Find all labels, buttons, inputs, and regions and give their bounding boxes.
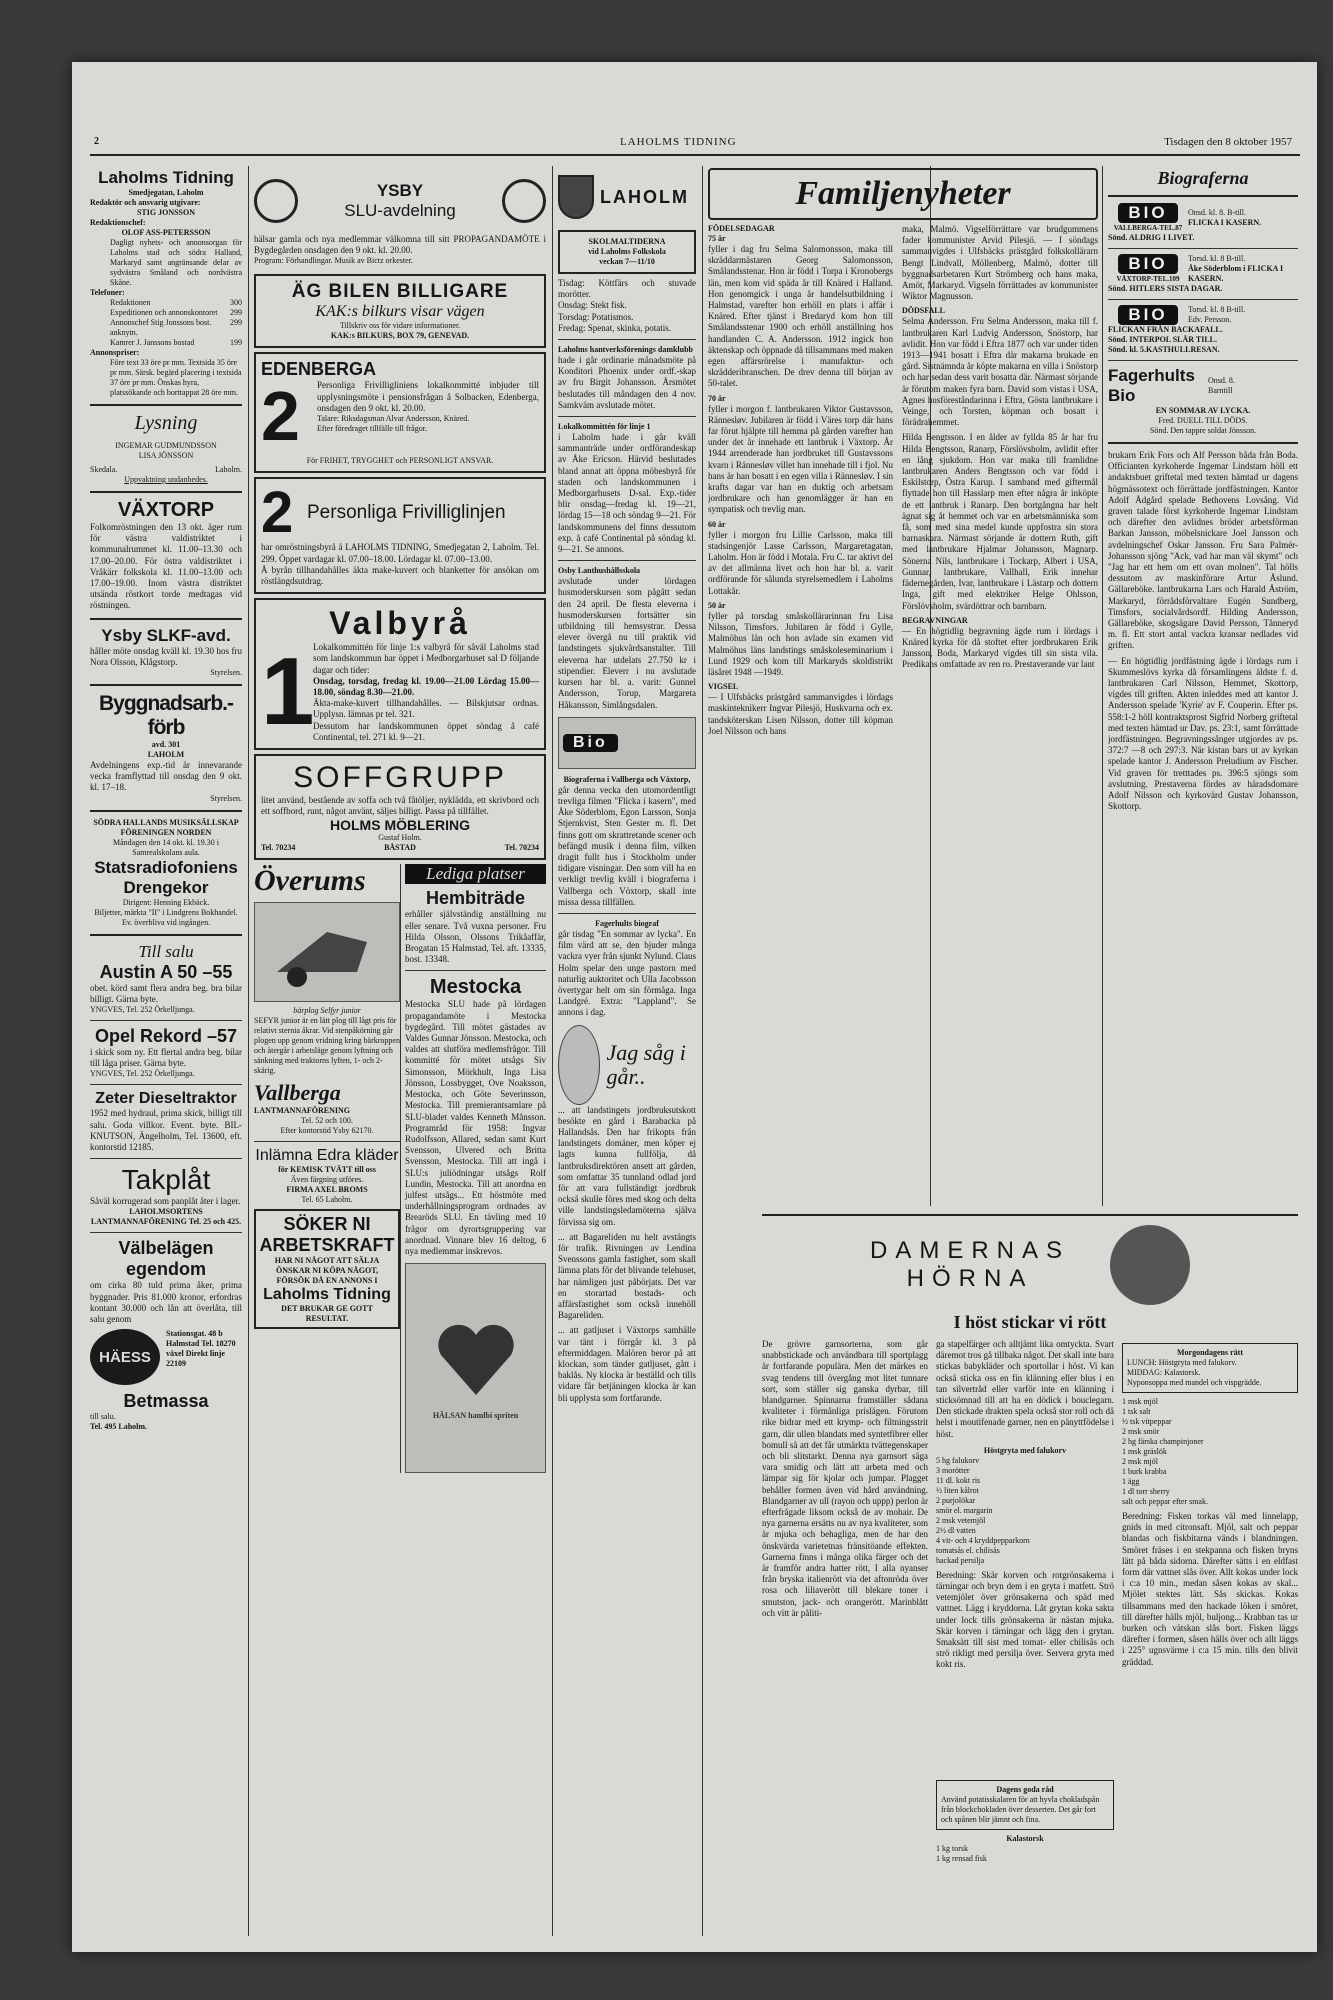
sodra-text: Måndagen den 14 okt. kl. 19.30 i Samrealskolans aula. <box>113 837 219 857</box>
betmassa-sign: Tel. 495 Laholm. <box>90 1422 148 1432</box>
lediga-title: Lediga platser <box>405 864 546 884</box>
lysning-footer: Uppvaktning undanbedes. <box>124 475 208 484</box>
lysning-title: Lysning <box>134 412 198 434</box>
betmassa-text: till salu. <box>90 1412 116 1422</box>
bio-line: Onsd. 8. <box>1208 376 1235 385</box>
column-rule <box>248 166 249 1936</box>
edenberga-after: Efter föredraget tillfälle till frågor. <box>317 424 427 434</box>
opel-title: Opel Rekord –57 <box>94 1026 238 1047</box>
bio-illustration <box>558 717 696 769</box>
jag-sag-title: Jag såg i går.. <box>606 1039 686 1089</box>
slu-emblem-icon <box>254 179 298 223</box>
tillsalu-title: Till salu <box>138 941 194 961</box>
mestocka-text: Mestocka SLU hade på lördagen propagandamöte i Mestocka bygdegård. Till mötet gästades av Valdes Gunnar Jönsson. Mestocka, och valdes att slutföra medlemsfrågor. Till kommitté för mötet utsågs Siv Simonsson, Mörkhult, Inga Lisa Jönsson, Lossbygget, Ove Noaksson, Mestocka, och Göte Severinsson, Mestocka. Till premierantsamlare på SLU-bladet valdes Kenneth Månsson. Programråd för 1958: Ingvar Rudolfsson, Allared, sedan samt Kurt Svensson, Ulvered och Britta Svensson, Mestocka. Till att ingå i SLU:s juliödningar utsågs Rolf Lundin, Mestocka. Till att anordna en julfest utsågs... Ett höstmöte med underhållningsprogram ordnades av Brearöds SLU. En tävling med 10 frågor om dyrortsgruppering var anordnad. Vinnare blev 16 deltog, 6 nya medlemmar inskrevos. <box>405 999 546 1256</box>
paper-name: LAHOLMS TIDNING <box>620 136 737 148</box>
stats-dir: Dirigent: Henning Ekbäck. <box>122 897 210 907</box>
soffgrupp-owner: Gustaf Holm. <box>378 833 422 843</box>
bio-line: Sönd. kl. 5.KASTHULLRESAN. <box>1108 345 1220 354</box>
recipe-ingredient: 2 msk smör <box>1122 1427 1160 1436</box>
fager-text: går tisdag "En sommar av lycka". En film värd att se, den bjuder många vackra vyer från sjunkt Nylund. Claus Holm spelar den unge pastorn med naturlig auktoritet och Ulla Jacobsson övertygar helt om sin förmåga. Inga Landgré. Extra: "Lappland". Se annons i dag. <box>558 928 696 1018</box>
bio-line: Onsd. kl. 8. B-till. <box>1188 208 1247 217</box>
hilda-text: Hilda Bengtsson. I en ålder av fyllda 85 år har fru Hilda Bengtsson, Ranarp, Förslövsholm, avlidit efter en lång sjukdom. Hon var maka till framlidne lantbrukaren Anders Bengtsson och var född i Eskilstorp, Östra Karup. I samband med giftermål flyttade hon till Hasslarp men efter några år inköpte de ett lantbruk i Ranarp. Den bortgångna har helt ägnat sig åt hemmet och var en arbetsmänniska som få, som med sina medel kunde uppfostra sin stora barnaskara. Närmast sörjande är dottern Ruth, gift med lantbrukare Hjalmar Johansson, Magnarp. Sönerna Nils, lantbrukare i Tockarp, Albert i USA, Gunnar, lantbrukare, Vallhall, Erik innehar fädernegården, Ivar, lantbrukare i Lästarp och dottern Inga, gift med elektriker Helge Ohlsson, Förslövsholm, svärdöttrar och barnbarn. <box>902 432 1098 611</box>
soffgrupp-title: SOFFGRUPP <box>293 761 507 795</box>
plow-icon <box>267 912 387 992</box>
takplat-sign: LAHOLMSORTENS LANTMANNAFÖRENING Tel. 25 och 425. <box>90 1207 242 1227</box>
f50-title: 50 år <box>708 600 726 610</box>
hembitrade-text: erhåller självständig anställning nu eller senare. Två vuxna personer. Fru Hilda Olsson, Olssons Trikåaffär, Brogatan 15 Halmstad, Tel. aft. 13335, bost. 13348. <box>405 909 546 965</box>
recipe-ingredient: 2 purjolökar <box>936 1495 976 1505</box>
morgondagens-lunch: LUNCH: Höstgryta med falukorv. <box>1127 1358 1237 1367</box>
vaxtorp-title: VÄXTORP <box>117 499 215 521</box>
mestocka-title: Mestocka <box>429 976 522 999</box>
byggnads-text: Avdelningens exp.-tid är innevarande vecka framflyttad till onsdag den 9 okt. kl. 17–18. <box>90 760 242 793</box>
f60-text: fyller i morgon fru Lillie Carlsson, maka till stadsingenjör Lasse Carlsson, Margaretagatan, Laholm. Hon är född i Motala. Fru C. tar aktivt del av det allmänna livet och hon har bl. a. varit ordförande för sålunda styrelsemedlem i Laholms Lottakår. <box>708 529 893 596</box>
pf-title: Personliga Frivilliglinjen <box>307 502 506 524</box>
soker-title: SÖKER NI ARBETSKRAFT <box>259 1214 395 1256</box>
bio-line: Sönd. ALDRIG I LIVET. <box>1108 233 1195 242</box>
vigsel-title: VIGSEL <box>708 682 739 692</box>
laholm-coat-of-arms-icon <box>558 175 594 219</box>
skol-menu-item: Tisdag: Köttfärs och stuvade morötter. <box>558 278 696 300</box>
recipe-ingredient: ½ liten kålrot <box>936 1485 979 1495</box>
osby-title: Osby Lanthushållsskola <box>558 566 641 576</box>
newspaper-page <box>72 62 1317 1952</box>
sodra-title: SÖDRA HALLANDS MUSIKSÄLLSKAP FÖRENINGEN NORDEN <box>93 817 239 837</box>
edra-text2: Även färgning utföres. <box>290 1175 364 1185</box>
bio-line: Åke Söderblom i FLICKA I KASERN. <box>1188 264 1284 283</box>
chief-label: Redaktionschef: <box>90 218 146 227</box>
pf-number: 2 <box>261 480 294 546</box>
woman-portrait-icon <box>1110 1225 1190 1305</box>
issue-date: Tisdagen den 8 oktober 1957 <box>1164 136 1292 148</box>
recipe-ingredient: 1 kg rensad fisk <box>936 1854 987 1863</box>
jag-body3: ... att gatljuset i Växtorps samhälle var tänt i förrgår kl. 3 på eftermiddagen. Malören beror på att klockan, som tänder gatljuset, gått i baklås. Ny klocka är beställd och tills vidare får betjäningen klocka är kan bli upplysta som fortfarande. <box>558 1325 696 1403</box>
bio-line: EN SOMMAR AV LYCKA. <box>1155 406 1251 415</box>
column-rule <box>702 166 703 1936</box>
skol-week: veckan 7—11/10 <box>599 257 655 266</box>
takplat-title: Takplåt <box>121 1164 211 1196</box>
ysby-slu-title: YSBY <box>376 181 424 200</box>
bio-line: Sönd. INTERPOL SLÅR TILL. <box>1108 335 1218 344</box>
recipe-ingredient: 2 msk vetemjöl <box>936 1515 986 1525</box>
valbelagen-title: Välbelägen egendom <box>118 1238 214 1280</box>
bio-place: Fagerhults Bio <box>1108 366 1195 405</box>
pf-text: har omröstningsbyrå å LAHOLMS TIDNING, Smedjegatan 2, Laholm. Tel. 299. Öppet vardagar kl. 07.00–18.00. Lördagar kl. 07.00–13.00. <box>261 542 539 564</box>
bilkurs-title: ÄG BILEN BILLIGARE <box>291 281 509 303</box>
dagens-text: Använd potatisskalaren för att hyvla chokladspån från blockchokladen över desserten. Det går fort och spånen blir jämnt och fina. <box>941 1795 1100 1824</box>
byggnads-sub: avd. 301 <box>151 740 181 750</box>
soffgrupp-tel: Tel. 70234 <box>261 843 296 853</box>
zeter-title: Zeter Dieseltraktor <box>95 1090 237 1108</box>
skol-title: SKOLMALTIDERNA <box>588 237 666 246</box>
edra-company: FIRMA AXEL BROMS <box>286 1185 368 1195</box>
bio-line: FLICKA I KASERN. <box>1188 218 1262 227</box>
bio-line: Barntill <box>1208 386 1233 395</box>
austin-text: obet. körd samt flera andra beg. bra bilar billigt. Gärna byte. <box>90 982 242 1004</box>
austin-sign: YNGVES, Tel. 252 Örkelljunga. <box>90 1005 195 1015</box>
phone-row <box>110 298 242 308</box>
recipe-ingredient: 11 dl. kokt ris <box>936 1475 981 1485</box>
page-header <box>90 132 1300 154</box>
lysning-place: Skedala. <box>90 465 118 474</box>
phone-label: Expeditionen och annonskontoret <box>110 308 218 317</box>
morgondagens-title: Morgondagens rätt <box>1177 1348 1243 1357</box>
bilkurs-sub: KAK:s bilkurs visar vägen <box>315 303 485 321</box>
column-2 <box>254 168 546 1938</box>
halsan-title: HÄLSAN hamlbi spriten <box>432 1411 519 1421</box>
bio-line: FLICKAN FRÅN BACKAFALL. <box>1108 325 1223 334</box>
recipe-ingredient: 1 burk krabba <box>1122 1467 1167 1476</box>
phone-row <box>110 338 242 348</box>
familjenyheter-banner <box>708 168 1098 220</box>
heart-icon <box>431 1315 521 1405</box>
page-number: 2 <box>94 136 99 147</box>
valbyra-text3: Dessutom har landskommunen öppet söndag å café Continental, tel. 271 kl. 9—21. <box>313 720 539 742</box>
soffgrupp-company: HOLMS MÖBLERING <box>330 817 470 834</box>
recipe-ingredient: tomatsås el. chilisås <box>936 1545 1000 1555</box>
jag-body: ... att landstingets jordbruksutskott besökte en gård i Barabacka på Hallandsås. Den har frikopts från landstingets domäner, men köper ej lagts kunna fullfölja, då lantbruksdirektören ansett att gården, som omfattar 35 tunnland odlad jord för att vara fullständigt jordbruk också skulle föres med skog och delta ville landstingsledamöterna själva förvissa sig om. <box>558 1104 696 1227</box>
familj-title: Familjenyheter <box>795 175 1011 212</box>
bilkurs-text: Tillskriv oss för vidare informationer. <box>339 321 461 331</box>
overums-logo: Överums <box>254 864 366 898</box>
byggnads-town: LAHOLM <box>147 750 185 760</box>
f70-title: 70 år <box>708 393 726 403</box>
vigsel-cont: maka, Malmö. Vigselförrättare var brudgummens fader kommunister Arvid Pilesjö. — I söndags sammanvigdes i Ulfsbäcks prästgård folkskollärarn Bengt Lindvall, Möllenberg, Malmö, dotter till byggnadsarbetaren Kurt Strömberg och hans maka, Amöt, Markaryd. Vigseln förrättades av kommunister Wiktor Magnusson. <box>902 224 1098 302</box>
edenberga-title: EDENBERGA <box>261 359 377 380</box>
begravningar-cont: brukarn Erik Fors och Alf Persson båda från Boda. Officianten kyrkoherde Ingemar Lindstam höll ett andaktsbuet griftetal med texten hämtad ur dagens högmässotext och förrättade jordfästningen. Kantor Adolf Ådgård spelade Bethovens Lovsång. Vid graven talade först kyrkoherde Ingemar Lindstam och därefter den avlidnes bröder arbetsförman Barkan Jansson, möbelsnickare Joel Jansson och avdelningschef Oskar Jansson. Fru Sara Palmér-Johansson sjöng "Ack, vad har man väl skymt" och "Jag har ett hem om ett ovan molnen". Tal hölls dessutom av maskinförare Artur Åslund. Gällareböke. lantbrukarna Lars och Harald Åström, Markaryd, förrådsförvaltare Eugén Sundberg, Timsfors, socialvårdsordf. Hilding Andersson, Gällareböke, skogsägare David Persson, Tånneryd m. fl. Ett stort antal vackra kransar nedlades vid griften. <box>1108 450 1298 651</box>
valbyra-number: 1 <box>261 638 315 746</box>
hant-title: Laholms hantverksförenings damklubb <box>558 345 693 355</box>
vaxtorp-text: Folkomröstningen den 13 okt. äger rum för västra valdistriktet i kommunalrummet kl. 11.00–13.30 och 17.00–20.00. För östra valdistriktet i Vråkärr folkskola kl. 11.00–13.00 och 17.00–19.00. Inom västra distriktet utsända röstkort torde medtagas vid röstningen. <box>90 522 242 611</box>
f60-title: 60 år <box>708 519 726 529</box>
bio-line: Fred. DUELL TILL DÖDS. <box>1158 416 1248 425</box>
stats-title: Statsradiofoniens Drengekor <box>94 857 238 897</box>
editor-name: STIG JONSSON <box>136 208 196 217</box>
jag-body2: ... att Bagareliden nu helt avstängts för trafik. Rivningen av Lendina Svenssons gamla fastighet, som skall lämna plats för det blivande telehuset, har nämligen just påbörjats. Det var en storartad bostads- och affärsfastighet som också innehöll Bagareliden. <box>558 1231 696 1321</box>
masthead-address: Smedjegatan, Laholm <box>128 188 204 197</box>
recipe-title: Höstgryta med falukorv <box>983 1445 1067 1455</box>
dodsfall-text: Selma Andersson. Fru Selma Andersson, maka till f. lantbrukaren Karl Ludvig Andersson, Snöstorp, har avlidit. Hon var född i Eftra 1877 och var under tiden 1913—1941 bosatt i Eftra där makarna brukade en gård. Sistnämnda år köpte makarna en villa i Snöstorp och har sedan dess varit bosatta där. Närmast sörjande är förutom maken fyra barn. David som vistas i USA, Agnes husföreståndarinna i Eftra, Gösta lantbrukare i Veinge, och Torsten, köpman och bosatt i förädrahemmet. <box>902 316 1098 428</box>
phone-row <box>110 318 242 338</box>
austin-title: Austin A 50 –55 <box>99 961 233 982</box>
edenberga-speaker: Talare: Riksdagsman Alvar Andersson, Knäred. <box>317 414 470 424</box>
recipe-ingredient: 5 hg falukorv <box>936 1455 980 1465</box>
edra-tel: Tel. 65 Laholm. <box>301 1195 353 1205</box>
prices-text: Före text 33 öre pr mm. Textsida 35 öre pr mm. Särsk. begärd placering i textsida 37 öre pr mm. Önskas hyra, platssökande och borttappat 28 öre mm. <box>110 358 242 397</box>
kalastorsk-text: Beredning: Fisken torkas väl med linnelapp, gnids in med citronsaft. Mjöl, salt och peppar blandas och fiskbitarna vänds i blandningen. Smöret fräses i en stekpanna och fisken bryns lätt på båda sidorna. Därefter sätts i en eldfast form där vattnet slås över. Allt kokas under lock i c:a 10 min., medan såsen kokas av skal... Mjölet stektes lätt. Sås skickas. Kokas tillsammans med den hackade löken i smöret, till därefter hälls mjöl, buljong... Krabban tas ur burken och vätskan slås bort. Fisken läggs därefter i formen, såsen hälls över och allt läggs i 225° ugnsvärme i c:a 15 min. tills den blivit gräddad. <box>1122 1511 1298 1667</box>
damernas-subtitle: I höst stickar vi rött <box>953 1312 1107 1332</box>
recipe-ingredient: salt och peppar efter smak. <box>1122 1497 1208 1506</box>
vigsel-text: — I Ulfsbäcks prästgård sammanvigdes i lördags maskinteknikerr Ingvar Pilesjö, Huskvarna och ex. tandsköterskan Lisen Nilsson, dotter till köpman Joel Nilsson och hans <box>708 692 893 736</box>
slu-emblem-icon <box>502 179 546 223</box>
soker-text: HAR NI NÅGOT ATT SÄLJA ÖNSKAR NI KÖPA NÅGOT, FÖRSÖK DÅ EN ANNONS I <box>274 1256 380 1286</box>
edenberga-footer: För FRIHET, TRYGGHET och PERSONLIGT ANSVAR. <box>306 456 494 466</box>
recipe-ingredient: 1 tsk salt <box>1122 1407 1151 1416</box>
lysning-name: LISA JÖNSSON <box>138 451 194 460</box>
f70-text: fyller i morgon f. lantbrukaren Viktor Gustavsson, Rännesløv. Jubilaren är född i Väres torp där hans far förut hjälpte till hemma på gården varefter han under det år innehade ett lantbruk i Växtorp. År 1944 arrenderade han jordbruket till Gustavssons kvarn i Rännesløv villet han innehade till i fjol. Nu hans är han bosatt i en egen villa i Rännesløv. I sin krafts dagar var han en duktig och arbetsam jordbrukare och han genomlägger är han en sympatisk och trevlig man. <box>708 403 893 515</box>
bio-title: Biograferna i Vallberga och Våxtorp, <box>563 774 691 784</box>
phones-label: Telefoner: <box>90 288 125 297</box>
f75-title: 75 år <box>708 234 726 243</box>
valbyra-text2: Äkta-make-kuvert tillhandahålles. — Bilskjutsar ordnas. Upplysn. lämnas pr tel. 321. <box>313 698 539 720</box>
osby-text: avslutade under lördagen husmoderskursen som pågått sedan den 24 april. De flesta eleverna i husmoderskursen fortsätter sin utbildning till hemsystrar. Dessa elever övergå nu till praktik vid landstingets sjukvårdsanstalter. Till eleverna har utdelats 27.750 kr i stipendier. Eleverr i nu avslutade kursen har bl. a. varit: Gunnel Andersson, Torup, Margareta Håkansson, Simlångsdalen. <box>558 576 696 710</box>
valbyra-title: Valbyrå <box>329 605 471 642</box>
takplat-text: Såväl korrugerad som panplåt åter i lager. <box>90 1196 241 1207</box>
bio-text: går denna vecka den utomordentligt trevliga filmen "Flicka i kasern", med Åke Söderblom, Egon Larsson, Sonja Stjernkvist, Sten Gester m. fl. Det finns gott om skrattretande scener och befängd musik i denna film, vilken dragit fullt hus i Stockholm under tidigare visningar. Den som vill ha en verkligt trevlig kväll i biograferna i Vallberga och Vöxtorp, skall inte missa dessa tillfällen. <box>558 784 696 907</box>
soffgrupp-tel2: Tel. 70234 <box>504 843 539 853</box>
valbyra-times: Onsdag, torsdag, fredag kl. 19.00—21.00 Lördag 15.00—18.00, söndag 8.30—21.00. <box>313 675 539 698</box>
byggnads-sign: Styrelsen. <box>210 793 242 803</box>
masthead-intro: Dagligt nyhets- och annonsorgan för Laholms stad och södra Halland, Markaryd samt angränsande delar av sydvästra Småland och nordvästra Skåne. <box>110 238 242 287</box>
biograferna-title: Biograferna <box>1157 168 1249 188</box>
recipe-ingredient: 2 hg färska champinjoner <box>1122 1437 1204 1446</box>
morgondagens-middag: MIDDAG: Kalastorsk. <box>1127 1368 1201 1377</box>
recipe-ingredient: 1 ägg <box>1122 1477 1140 1486</box>
halsan-ad <box>405 1263 546 1473</box>
column-4 <box>708 168 1098 1208</box>
opel-text: i skick som ny. Ett flertal andra beg. bilar till låga priser. Gärna byte. <box>90 1047 242 1069</box>
ysby-slkf-title: Ysby SLKF-avd. <box>101 625 231 645</box>
begravningar-title: BEGRAVNINGAR <box>902 615 968 625</box>
edra-text: för KEMISK TVÄTT till oss <box>278 1165 376 1175</box>
bio-line: Sönd. HITLERS SISTA DAGAR. <box>1108 284 1223 293</box>
damernas-text-a: De grövre garnsorterna, som går snabbstickade och användbara till sportplagg är fortfarande populära. Men det märkes en svag tendens till övergång mot litet tunnare sort, som ställer sig ganska dyrbar, till blandgarner. Spinnarna framställer sådana kvaliteter i förmånliga prislägen. Förutom rike bidrar med ett krymp- och filtningsstrit garn, där ullen blandats med syntetfibrer eller bomull så att det får utmärkta tvättegenskaper och bli slitstarkt. Denna nya garnsort säga vara smidig och lätt att arbeta med och lämpar sig för kjolar och jumpar. Plagget behåller formen även vid hård användning. Blandgarner av ull (rayon och uppp) perlon är efterfrågade liksom också de av mohair. De nya garnerna ersätts nu av nya kvaliteter, som är mjuka och behagliga, men de har den önskvärda varietetnas fränsitöande effekten. Garnerna finns i många olika färger och det är framför andra hatter rött, I alla nyanser från bryska italienrött via det aftonröda över rosa och liliaverött till blekare toner i smutston, jack- och orangerött. Marinblått och vitt är påliti- <box>762 1339 928 1618</box>
lokal-text: i Laholm hade i går kväll sammanträde under ordförandeskap av Åke Ericson. Härvid beslutades bland annat att öppna möbesbyrå för staden och landskommunen i Medborgarhusets D-sal. Exp.-tider blir onsdag—fredag kl. 19—21, lördag 15—18 och söndag 9—21. För landskommunens del finns dessutom exp. å café Continental på söndag kl. 9—21. Se annons. <box>558 432 696 555</box>
damernas-horna <box>762 1214 1298 1934</box>
recipe-ingredient: 4 vit- och 4 kryddpepparkorn <box>936 1535 1030 1545</box>
ysby-slu-text: hälsar gamla och nya medlemmar välkomna till sitt PROPAGANDAMÖTE i Bygdegården onsdagen den 9 okt. kl. 20.00. <box>254 234 546 256</box>
lysning-name: INGEMAR GUDMUNDSSON <box>115 441 217 450</box>
edenberga-number: 2 <box>261 377 300 456</box>
recipe-ingredient: 2 msk mjöl <box>1122 1457 1159 1466</box>
ysby-slkf-sign: Styrelsen. <box>210 668 242 678</box>
vallberga-tel2: Efter kontorstid Ysby 62170. <box>280 1126 374 1136</box>
vallberga-tel: Tel. 52 och 100. <box>301 1116 353 1126</box>
byggnads-title: Byggnadsarb.-förb <box>98 692 234 740</box>
ysby-slu-program: Program: Förhandlingar. Musik av Bictz orkester. <box>254 256 413 266</box>
damernas-title2: HÖRNA <box>906 1265 1034 1292</box>
fodelsedagar-title: FÖDELSEDAGAR <box>708 224 775 233</box>
column-1 <box>90 168 242 1938</box>
f50-text: fyller på torsdag småskollärarinnan fru Lisa Nilsson, Timsfors. Jubilaren är född i Gylle, Malmöhus län och hon avlade sin examen vid Malmöhus läns landstings småskoleseminarium i Lund 1929 och kom till Markaryds skoldistrikt läsåret 1948 —1949. <box>708 610 893 677</box>
haess-logo-text: HÄESS <box>99 1348 151 1366</box>
phone-row <box>110 308 242 318</box>
soker-paper: Laholms Tidning <box>263 1286 391 1304</box>
skol-sub: vid Laholms Folkskola <box>588 247 666 256</box>
bio-logo: BIO <box>1118 254 1177 274</box>
phone-label: Annonschef Stig Jonssons bost. anknytn. <box>110 318 212 337</box>
kalastorsk-title: Kalastorsk <box>1006 1834 1044 1843</box>
bio-line: Torsd. kl. 8 B-till. <box>1188 305 1246 314</box>
phone-label: Kamrer J. Janssons bostad <box>110 338 195 347</box>
ysby-slu-sub: SLU-avdelning <box>344 201 456 220</box>
haess-logo <box>90 1329 160 1385</box>
recipe-ingredient: hackad persilja <box>936 1555 985 1565</box>
soker-footer: DET BRUKAR GE GOTT RESULTAT. <box>281 1304 373 1324</box>
bio-logo: Bio <box>563 734 618 752</box>
dodsfall-title: DÖDSFALL <box>902 306 945 316</box>
vallberga-logo: Vallberga <box>254 1080 341 1106</box>
phone-number: 299 <box>230 308 242 317</box>
damernas-title1: DAMERNAS <box>869 1237 1071 1264</box>
opel-sign: YNGVES, Tel. 252 Örkelljunga. <box>90 1069 195 1079</box>
vallberga-sub: LANTMANNAFÖRENING <box>254 1106 350 1116</box>
recipe-ingredient: 1 dl torr sherry <box>1122 1487 1170 1496</box>
recipe-ingredient: smör el. margarin <box>936 1505 993 1515</box>
laholm-logo: LAHOLM <box>600 186 689 207</box>
bio-line: Edv. Persson. <box>1188 315 1232 324</box>
recipe-ingredient: 2½ dl vatten <box>936 1525 976 1535</box>
betmassa-title: Betmassa <box>123 1391 209 1412</box>
haess-info: Stationsgat. 48 b Halmstad Tel. 18270 växel Direkt linje 22109 <box>166 1329 236 1369</box>
prices-label: Annonspriser: <box>90 348 140 357</box>
phone-number: 299 <box>230 318 242 327</box>
recipe-text: Beredning: Skär korven och rotgrönsakerna i tärningar och bryn dem i en gryta i matfett. Strö vetemjölet över grönsakerna och späd med vattnet. Lägg i kryddorna. Låt grytan koka sakta under lock tills grönsakerna är nästan mjuka. Skär korven i tärningar och lägg den i grytan. Smaksätt till sist med tomat- eller chilisås och strö rikligt med persilja över. Servera gryta med kokt ris. <box>936 1569 1114 1670</box>
lysning-place: Laholm. <box>215 465 242 474</box>
bio-line: Sönd. Den tappre soldat Jönsson. <box>1149 426 1257 435</box>
edra-title: Inlämna Edra kläder <box>255 1147 399 1165</box>
chief-name: OLOF ASS-PETERSSON <box>121 228 211 237</box>
dagens-title: Dagens goda råd <box>996 1785 1054 1794</box>
plow-illustration <box>254 902 400 1002</box>
bio-logo: BIO <box>1118 305 1177 325</box>
column-3 <box>558 168 696 1938</box>
f75-text: fyller i dag fru Selma Salomonsson, maka till skräddarmästaren Georg Salomonsson, Smålandsstenar. Hon är född i Torpa i Kronobergs län, men kom vid späda år till Knäred i Halland. Hon genomgick i unga år handelsutbildning i Halmstad, varefter hon erhöll en plats i affär i Knäred. Efter tjänst i Bredaryd kom hon till Smålandsstenar 1900 och erhöll anställning hos handlanden C. A. Andersson. 1912 ingick hon äktenskap och öppnade då tillsammans med maken egen affärsrörelse i manufaktur- och skrädderibranschen. De drev denna till början av 50-talet. <box>708 244 893 389</box>
column-rule <box>552 166 553 1936</box>
edenberga-text: Personliga Frivilligliniens lokalkommitté inbjuder till upplysningsmöte i pensionsfrågan å Solbacken, Edenberga, onsdagen den 9 okt. kl. 20.00. <box>317 380 539 413</box>
fager-title: Fagerhults biograf <box>595 918 659 928</box>
hant-text: hade i går ordinarie månadsmöte på Konditori Phoenix under ordf.-skap av fru Birgit Johansson. Årsmötet beslutades till måndagen den 4 nov. Samkväm avslutade mötet. <box>558 355 696 410</box>
skol-menu-item: Torsdag: Potatismos. <box>558 311 634 322</box>
bio-logo: BIO <box>1118 203 1177 223</box>
valbelagen-text: om cirka 80 tuld prima åker, prima byggnader. Pris 81.000 kronor, erfordras kontant 30.000 och lån att överlåta, till salu genom <box>90 1280 242 1325</box>
bio-ad <box>1108 366 1298 406</box>
begravningar-text: — En högtidlig begravning ägde rum i lördags i Knäred kyrka för då stoftet efter jordbrukaren Erik Jansson, Boda, Markaryd vigdes till sin sista vila. Predikans omfattade av ren ro. Prestaverande var lant <box>902 625 1098 670</box>
bio-line: Torsd. kl. 8 B-till. <box>1188 254 1246 263</box>
column-5 <box>1108 168 1298 1208</box>
face-icon <box>558 1025 600 1105</box>
stats-text: Biljetter, märkta "II" i Lindgrens Bokhandel. Ev. överbliva vid ingången. <box>94 907 238 927</box>
bio-ad <box>1108 203 1298 233</box>
bio-place: VALLBERGA-TEL.87 <box>1113 224 1183 232</box>
lokal-title: Lokalkommittén för linje 1 <box>558 422 651 432</box>
phone-list <box>110 298 242 348</box>
recipe-ingredient: 1 msk mjöl <box>1122 1397 1159 1406</box>
soffgrupp-text: litet använd, bestående av soffa och två fåtöljer, nyklädda, ett skrivbord och ett soffbord, runt, något använt, säljes billigt. Passa på tillfället. <box>261 795 539 817</box>
editor-label: Redaktör och ansvarig utgivare: <box>90 198 201 207</box>
damernas-text-b: ga stapelfärger och alltjämt lika omtyckta. Svart däremot tros gå tillbaka något. Det skall inte bara stickas babykläder och sportollar i höst. Vi kan också sticka oss en fin klänning eller blus i en tan silvertråd eller varför inte en klänning i sticksömnad till att ha en dödick i bouclegarn. Den stickade drakten spela också stor roll och då helst i moutifenade garner, nen en pänyttfödelse i höst. <box>936 1339 1114 1439</box>
skol-menu-item: Onsdag: Stekt fisk. <box>558 300 627 311</box>
skol-menu-item: Fredag: Spenat, skinka, potatis. <box>558 322 671 333</box>
bilkurs-addr: KAK:s BILKURS, BOX 79, GENEVAD. <box>330 331 470 341</box>
overums-caption: bärplog Selfyr junior <box>293 1006 361 1016</box>
begravningar-cont2: — En högtidlig jordfästning ägde i lördags rum i Skummeslövs kyrka då församlingens äldste f. d. lantbrukaren Carl Nilsson, Hemmet, Skottorp, vigdes till griften. Akten inleddes med att kantor J. Andersson spelade 'Kyrie' av F. Couperin. Efter ps. 558:1-2 höll kontraktsprost Sigfrid Norberg griftetal med texten hämtad ur Dav. ps. 23:1, samt förrättade jordfästningen. Begravningssånger utgjordes av ps. 372:7 —8 och 297:3. När kistan bars ut av kyrkan spelade kantor J. Andersson Preludium av Fischer. Vid graven för tretttades ps. 396:5 sjöngs som avslutning. Prestaverna fördes av häradsdomare Adolf Nilsson och kyrkovärd Gustav Johansson, Skottorp. <box>1108 655 1298 812</box>
soffgrupp-town: BÅSTAD <box>384 843 416 853</box>
overums-text: SEFYR junior är en lätt plog till lågt pris för relativt sternia åkrar. Vid stenpåkörning går plogen upp genom vridning kring bärkroppen och återgår i arbetsläge genom lyftning och sänkning med traktorns lyften, 1- och 2-skärig. <box>254 1016 400 1076</box>
bio-ad <box>1108 305 1298 325</box>
recipe-ingredient: 3 morötter <box>936 1465 970 1475</box>
ysby-slkf-text: håller möte onsdag kväll kl. 19.30 hos fru Nora Olsson, Klågstorp. <box>90 645 242 667</box>
hembitrade-title: Hembiträde <box>425 888 526 909</box>
recipe-ingredient: 1 msk gräslök <box>1122 1447 1167 1456</box>
header-rule <box>90 154 1300 156</box>
masthead-title: Laholms Tidning <box>98 168 234 187</box>
morgondagens-tail: Nyponsoppa med mandel och vispgrädde. <box>1127 1378 1262 1387</box>
valbyra-text: Lokalkommittén för linje 1:s valbyrå för såväl Laholms stad som landskommun har öppet i Medborgarhuset sal D följande dagar och tider: <box>313 642 539 675</box>
recipe-ingredient: 1 kg torsk <box>936 1844 968 1853</box>
phone-label: Redaktionen <box>110 298 151 307</box>
bio-place: VÄXTORP-TEL.109 <box>1116 275 1180 283</box>
phone-number: 199 <box>230 338 242 347</box>
bio-ad <box>1108 254 1298 284</box>
phone-number: 300 <box>230 298 242 307</box>
recipe-ingredient: ½ tsk vitpeppar <box>1122 1417 1172 1426</box>
column-rule <box>1102 166 1103 1206</box>
pf-text2: Å byrån tillhandahålles äkta make-kuvert och blanketter för ansökan om röstlängdsutdrag. <box>261 564 539 587</box>
zeter-text: 1952 med hydraul, prima skick, billigt till salu. Goda villkor. Event. byte. BIL-KNUTSON, Ängelholm, Tel. 13600, eft. kontorstid 12185. <box>90 1108 242 1153</box>
